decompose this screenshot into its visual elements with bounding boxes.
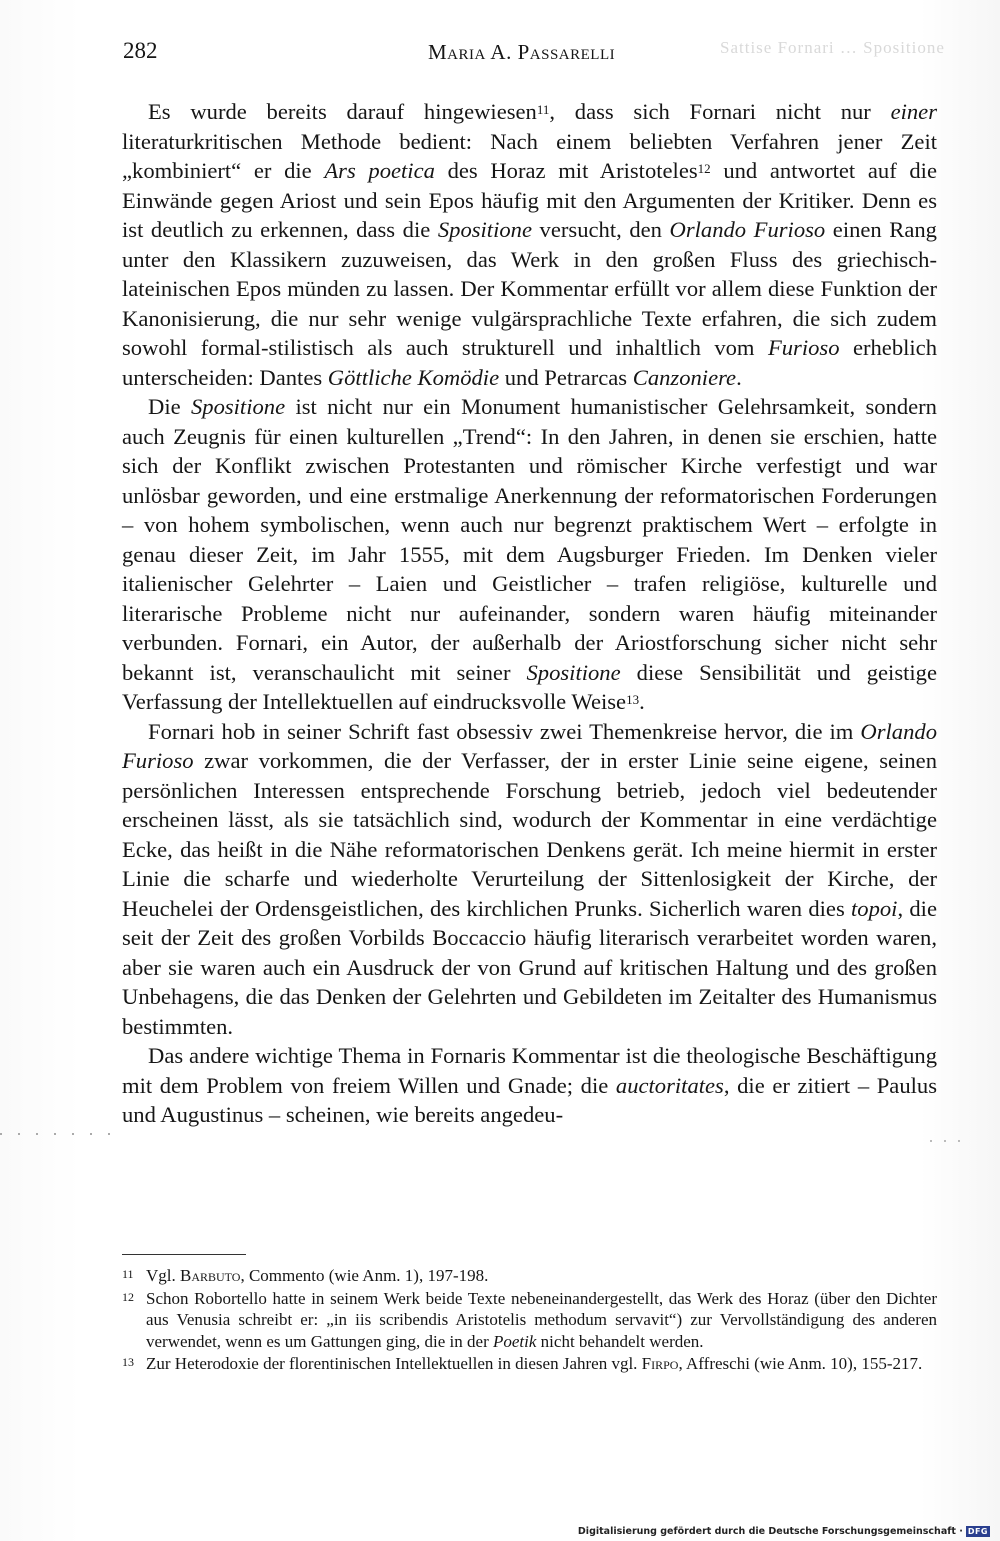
- text: , die seit der Zeit des großen Vorbilds Boccaccio häufig literarisch verarbeitet worden waren, aber sie waren auch ein Ausdruck der von Grund auf kritischen Haltung und des großen Unbehagens, die das Denken der Gelehrten und Gebildeten im Zeitalter des Humanismus bestimmten.: [122, 895, 937, 1039]
- body-text: [122, 97, 937, 1130]
- work-title: Orlando Furioso: [122, 718, 937, 773]
- footnote-13: [122, 1353, 937, 1375]
- text: des Horaz mit Aristoteles: [434, 158, 698, 183]
- paragraph-4: [122, 1041, 937, 1130]
- footnote-12: [122, 1288, 937, 1353]
- text: Die: [148, 394, 191, 419]
- work-title: Göttliche Komödie: [327, 364, 500, 390]
- author-name: Firpo: [641, 1354, 679, 1373]
- footnote-number: 12: [122, 1289, 134, 1304]
- emphasis: auctoritates: [615, 1072, 724, 1098]
- work-title: Spositione: [190, 394, 286, 419]
- bleed-through-text: Sattise Fornari … Spositione: [720, 38, 945, 57]
- footnote-ref-13: 13: [626, 692, 640, 707]
- text: diese Sensibilität und geistige Verfassung der Intellektuellen auf eindrucksvolle Weise: [122, 659, 938, 714]
- work-title: Orlando Furioso: [669, 217, 826, 242]
- emphasis: einer: [890, 99, 937, 124]
- text: und antwortet auf die Einwände gegen Ariost und sein Epos häufig mit den Argumenten der Kritiker. Denn es ist deutlich zu erkennen, dass die: [122, 158, 937, 242]
- paragraph-2: [122, 392, 937, 717]
- page-number: 282: [123, 38, 158, 63]
- text: literaturkritischen Methode bedient: Nach einem beliebten Verfahren jener Zeit „kombiniert“ er die: [122, 128, 937, 183]
- text: , Affreschi (wie Anm. 10), 155-217.: [678, 1354, 923, 1373]
- paragraph-3: [122, 717, 937, 1042]
- work-title: Ars poetica: [324, 158, 435, 183]
- scan-artifact-left: [0, 1133, 120, 1135]
- text: Vgl.: [146, 1266, 180, 1285]
- work-title: Spositione: [526, 659, 621, 685]
- author-name: Barbuto: [180, 1266, 241, 1285]
- text: Es wurde bereits darauf hingewiesen: [148, 99, 537, 124]
- text: ist nicht nur ein Monument humanistischer Gelehrsamkeit, sondern auch Zeugnis für einen kulturellen „Trend“: In den Jahren, in denen sie erschien, hatte sich der Konflikt zwischen Protestanten und römischer Kirche verfestigt und war unlösbar geworden, und eine erstmalige Anerkennung der reformatorischen Forderungen – von hohem symbolischen, wenn auch nur begrenzt praktischem Wert – erfolgte in genau dieser Zeit, im Jahr 1555, mit dem Augsburger Frieden. Im Denken vieler italienischer Gelehrter – Laien und Geistlicher – trafen religiöse, kulturelle und literarische Probleme nicht nur aufeinander, sondern waren häufig miteinander verbunden. Fornari, ein Autor, der außerhalb der Ariostforschung sicher nicht sehr bekannt ist, veranschaulicht mit seiner: [122, 394, 937, 685]
- work-title: Canzoniere: [632, 364, 737, 390]
- credit-text: Digitalisierung gefördert durch die Deutsche Forschungsgemeinschaft ·: [577, 1525, 963, 1537]
- text: einen Rang unter den Klassikern zuzuweisen, das Werk in den großen Fluss des griechisch-lateinischen Epos münden zu lassen. Der Kommentar erfüllt vor allem diese Funktion der Kanonisierung, die nur sehr wenige vulgärsprachliche Texte erfahren, die sich zudem sowohl formal-stilistisch als auch strukturell und inhaltlich vom: [122, 217, 937, 360]
- work-title: Spositione: [437, 217, 532, 242]
- text: .: [639, 689, 645, 714]
- footnote-11: [122, 1265, 937, 1287]
- footnote-ref-12: 12: [697, 161, 711, 176]
- footnote-ref-11: 11: [536, 102, 550, 117]
- footnote-number: 11: [122, 1267, 134, 1281]
- paragraph-1: [122, 97, 937, 392]
- text: Zur Heterodoxie der florentinischen Intellektuellen in diesen Jahren vgl.: [146, 1354, 642, 1373]
- work-title: Furioso: [767, 335, 840, 360]
- text: , dass sich Fornari nicht nur: [549, 99, 891, 124]
- text: versucht, den: [531, 217, 670, 242]
- footnote-rule: [122, 1254, 246, 1255]
- running-head-author: Maria A. Passarelli: [428, 40, 616, 64]
- work-title: Poetik: [493, 1331, 537, 1351]
- text: Das andere wichtige Thema in Fornaris Kommentar ist die theologische Beschäftigung mit dem Problem von freiem Willen und Gnade; die: [122, 1043, 937, 1098]
- footnotes: [122, 1265, 937, 1376]
- text: und Petrarcas: [499, 364, 633, 390]
- scan-artifact-right: [930, 1140, 970, 1142]
- dfg-logo-icon: DFG: [967, 1526, 988, 1536]
- text: , die er zitiert – Paulus und Augustinus – scheinen, wie bereits angedeu-: [122, 1072, 937, 1127]
- text: Schon Robortello hatte in seinem Werk beide Texte nebeneinandergestellt, das Werk des Horaz (über den Dichter aus Venusia schreibt er: „in iis scribendis Aristotelis methodum servavit“) zur Vervollständigung des anderen verwendet, wenn es um Gattungen ging, die in der: [146, 1288, 937, 1351]
- text: zwar vorkommen, die der Verfasser, der in erster Linie seine eigene, seinen persönlichen Interessen entsprechende Forschung betrieb, jedoch viel bedeutender erscheinen lässt, als sie tatsächlich sind, wodurch der Kommentar in eine verdächtige Ecke, das heißt in die Nähe reformatorischen Denkens gerät. Ich meine hiermit in erster Linie die scharfe und wiederholte Verurteilung der Sittenlosigkeit der Kirche, der Heuchelei der Ordensgeistlichen, des kirchlichen Prunks. Sicherlich waren dies: [122, 748, 937, 921]
- text: Fornari hob in seiner Schrift fast obsessiv zwei Themenkreise hervor, die im: [148, 718, 861, 744]
- text: , Commento (wie Anm. 1), 197-198.: [240, 1266, 489, 1285]
- text: nicht behandelt werden.: [536, 1331, 704, 1351]
- text: .: [736, 364, 742, 390]
- page-header: [0, 38, 1000, 68]
- digitization-credit: [578, 1524, 990, 1538]
- emphasis: topoi: [851, 895, 898, 921]
- text: erheblich unterscheiden: Dantes: [122, 335, 937, 390]
- footnote-number: 13: [122, 1355, 134, 1369]
